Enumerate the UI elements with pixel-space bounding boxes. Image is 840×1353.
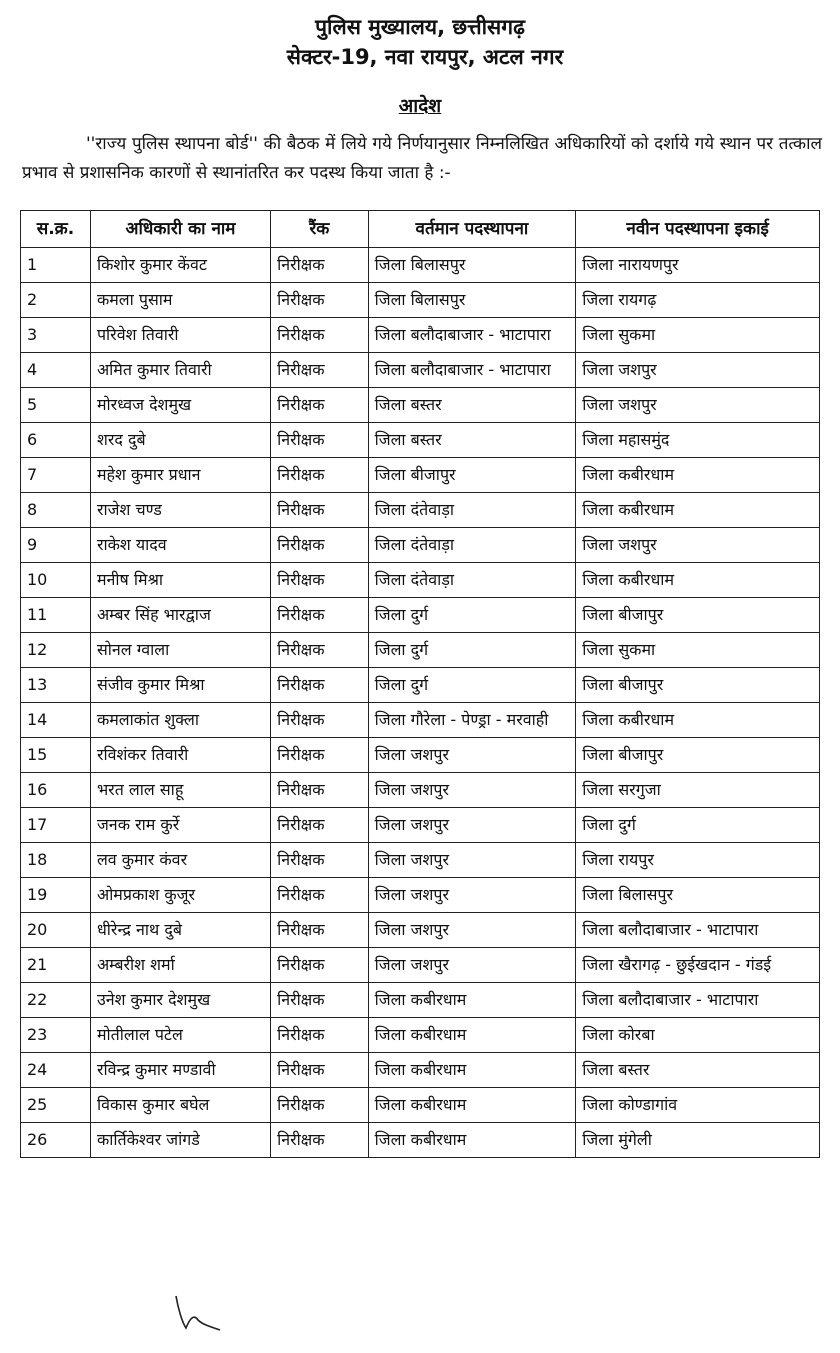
table-row	[21, 983, 820, 1018]
current-posting-cell: जिला दुर्ग	[368, 633, 576, 668]
rank-cell: निरीक्षक	[271, 633, 368, 668]
table-row	[21, 1018, 820, 1053]
current-posting-cell: जिला दंतेवाड़ा	[368, 493, 576, 528]
rank-cell: निरीक्षक	[271, 528, 368, 563]
current-posting-cell: जिला बिलासपुर	[368, 283, 576, 318]
officer-name-cell: रविन्द्र कुमार मण्डावी	[90, 1053, 270, 1088]
officer-name-cell: किशोर कुमार केंवट	[90, 248, 270, 283]
serial-cell: 8	[21, 493, 91, 528]
current-posting-cell: जिला जशपुर	[368, 878, 576, 913]
new-posting-cell: जिला महासमुंद	[576, 423, 820, 458]
new-posting-cell: जिला सुकमा	[576, 633, 820, 668]
new-posting-cell: जिला रायगढ़	[576, 283, 820, 318]
current-posting-cell: जिला दुर्ग	[368, 668, 576, 703]
officer-name-cell: कमलाकांत शुक्ला	[90, 703, 270, 738]
table-row	[21, 668, 820, 703]
current-posting-cell: जिला बस्तर	[368, 388, 576, 423]
rank-cell: निरीक्षक	[271, 423, 368, 458]
table-header-row	[21, 211, 820, 248]
signature	[168, 1288, 228, 1338]
new-posting-cell: जिला बीजापुर	[576, 598, 820, 633]
officer-name-cell: राकेश यादव	[90, 528, 270, 563]
serial-cell: 15	[21, 738, 91, 773]
new-posting-cell: जिला कबीरधाम	[576, 563, 820, 598]
table-row	[21, 843, 820, 878]
header-officer-name: अधिकारी का नाम	[90, 211, 270, 248]
current-posting-cell: जिला दुर्ग	[368, 598, 576, 633]
table-row	[21, 353, 820, 388]
serial-cell: 9	[21, 528, 91, 563]
letterhead	[0, 12, 840, 72]
table-row	[21, 493, 820, 528]
serial-cell: 25	[21, 1088, 91, 1123]
table-row	[21, 1123, 820, 1158]
current-posting-cell: जिला बिलासपुर	[368, 248, 576, 283]
serial-cell: 13	[21, 668, 91, 703]
officer-name-cell: उनेश कुमार देशमुख	[90, 983, 270, 1018]
current-posting-cell: जिला जशपुर	[368, 808, 576, 843]
officer-name-cell: संजीव कुमार मिश्रा	[90, 668, 270, 703]
new-posting-cell: जिला खैरागढ़ - छुईखदान - गंडई	[576, 948, 820, 983]
current-posting-cell: जिला बीजापुर	[368, 458, 576, 493]
current-posting-cell: जिला गौरेला - पेण्ड्रा - मरवाही	[368, 703, 576, 738]
officer-name-cell: शरद दुबे	[90, 423, 270, 458]
table-row	[21, 1053, 820, 1088]
rank-cell: निरीक्षक	[271, 913, 368, 948]
rank-cell: निरीक्षक	[271, 1018, 368, 1053]
table-row	[21, 913, 820, 948]
current-posting-cell: जिला दंतेवाड़ा	[368, 528, 576, 563]
rank-cell: निरीक्षक	[271, 598, 368, 633]
table-row	[21, 633, 820, 668]
serial-cell: 11	[21, 598, 91, 633]
officer-name-cell: महेश कुमार प्रधान	[90, 458, 270, 493]
officer-name-cell: कार्तिकेश्वर जांगडे	[90, 1123, 270, 1158]
officer-name-cell: राजेश चण्ड	[90, 493, 270, 528]
order-intro-paragraph: ''राज्य पुलिस स्थापना बोर्ड'' की बैठक में लिये गये निर्णयानुसार निम्नलिखित अधिकारियों को दर्शाये गये स्थान पर तत्काल प्रभाव से प्रशासनिक कारणों से स्थानांतरित कर पदस्थ किया जाता है :-	[22, 134, 822, 183]
rank-cell: निरीक्षक	[271, 388, 368, 423]
current-posting-cell: जिला जशपुर	[368, 948, 576, 983]
serial-cell: 16	[21, 773, 91, 808]
header-rank: रैंक	[271, 211, 368, 248]
officer-name-cell: मनीष मिश्रा	[90, 563, 270, 598]
new-posting-cell: जिला बलौदाबाजार - भाटापारा	[576, 913, 820, 948]
office-name: पुलिस मुख्यालय, छत्तीसगढ़	[315, 15, 525, 39]
office-address: सेक्टर-19, नवा रायपुर, अटल नगर	[286, 45, 564, 69]
rank-cell: निरीक्षक	[271, 738, 368, 773]
new-posting-cell: जिला रायपुर	[576, 843, 820, 878]
officer-name-cell: कमला पुसाम	[90, 283, 270, 318]
serial-cell: 6	[21, 423, 91, 458]
current-posting-cell: जिला कबीरधाम	[368, 1018, 576, 1053]
table-body	[21, 248, 820, 1158]
serial-cell: 18	[21, 843, 91, 878]
serial-cell: 1	[21, 248, 91, 283]
current-posting-cell: जिला जशपुर	[368, 913, 576, 948]
header-serial: स.क्र.	[21, 211, 91, 248]
serial-cell: 20	[21, 913, 91, 948]
serial-cell: 24	[21, 1053, 91, 1088]
officer-name-cell: विकास कुमार बघेल	[90, 1088, 270, 1123]
current-posting-cell: जिला दंतेवाड़ा	[368, 563, 576, 598]
table-row	[21, 1088, 820, 1123]
new-posting-cell: जिला बलौदाबाजार - भाटापारा	[576, 983, 820, 1018]
new-posting-cell: जिला बस्तर	[576, 1053, 820, 1088]
new-posting-cell: जिला दुर्ग	[576, 808, 820, 843]
current-posting-cell: जिला जशपुर	[368, 773, 576, 808]
current-posting-cell: जिला बस्तर	[368, 423, 576, 458]
transfer-table	[20, 210, 820, 1158]
rank-cell: निरीक्षक	[271, 843, 368, 878]
serial-cell: 2	[21, 283, 91, 318]
new-posting-cell: जिला कबीरधाम	[576, 493, 820, 528]
current-posting-cell: जिला कबीरधाम	[368, 1088, 576, 1123]
officer-name-cell: मोरध्वज देशमुख	[90, 388, 270, 423]
table-row	[21, 948, 820, 983]
table-row	[21, 808, 820, 843]
current-posting-cell: जिला कबीरधाम	[368, 1123, 576, 1158]
rank-cell: निरीक्षक	[271, 773, 368, 808]
table-row	[21, 423, 820, 458]
serial-cell: 17	[21, 808, 91, 843]
new-posting-cell: जिला सुकमा	[576, 318, 820, 353]
officer-name-cell: परिवेश तिवारी	[90, 318, 270, 353]
new-posting-cell: जिला जशपुर	[576, 353, 820, 388]
current-posting-cell: जिला जशपुर	[368, 738, 576, 773]
new-posting-cell: जिला कोरबा	[576, 1018, 820, 1053]
new-posting-cell: जिला नारायणपुर	[576, 248, 820, 283]
table-row	[21, 878, 820, 913]
serial-cell: 21	[21, 948, 91, 983]
new-posting-cell: जिला सरगुजा	[576, 773, 820, 808]
rank-cell: निरीक्षक	[271, 878, 368, 913]
officer-name-cell: लव कुमार कंवर	[90, 843, 270, 878]
officer-name-cell: अमित कुमार तिवारी	[90, 353, 270, 388]
rank-cell: निरीक्षक	[271, 703, 368, 738]
new-posting-cell: जिला जशपुर	[576, 388, 820, 423]
serial-cell: 3	[21, 318, 91, 353]
rank-cell: निरीक्षक	[271, 668, 368, 703]
current-posting-cell: जिला बलौदाबाजार - भाटापारा	[368, 318, 576, 353]
new-posting-cell: जिला कबीरधाम	[576, 703, 820, 738]
officer-name-cell: अम्बर सिंह भारद्वाज	[90, 598, 270, 633]
order-title: आदेश	[398, 95, 442, 117]
officer-name-cell: मोतीलाल पटेल	[90, 1018, 270, 1053]
serial-cell: 19	[21, 878, 91, 913]
table-row	[21, 248, 820, 283]
rank-cell: निरीक्षक	[271, 353, 368, 388]
table-row	[21, 773, 820, 808]
new-posting-cell: जिला मुंगेली	[576, 1123, 820, 1158]
rank-cell: निरीक्षक	[271, 948, 368, 983]
table-row	[21, 598, 820, 633]
current-posting-cell: जिला बलौदाबाजार - भाटापारा	[368, 353, 576, 388]
officer-name-cell: भरत लाल साहू	[90, 773, 270, 808]
officer-name-cell: जनक राम कुर्रे	[90, 808, 270, 843]
rank-cell: निरीक्षक	[271, 493, 368, 528]
table-row	[21, 283, 820, 318]
header-new-posting: नवीन पदस्थापना इकाई	[576, 211, 820, 248]
rank-cell: निरीक्षक	[271, 1123, 368, 1158]
new-posting-cell: जिला कोण्डागांव	[576, 1088, 820, 1123]
table-row	[21, 458, 820, 493]
rank-cell: निरीक्षक	[271, 458, 368, 493]
table-row	[21, 388, 820, 423]
table-row	[21, 318, 820, 353]
serial-cell: 4	[21, 353, 91, 388]
rank-cell: निरीक्षक	[271, 808, 368, 843]
rank-cell: निरीक्षक	[271, 318, 368, 353]
current-posting-cell: जिला कबीरधाम	[368, 983, 576, 1018]
serial-cell: 10	[21, 563, 91, 598]
header-current-posting: वर्तमान पदस्थापना	[368, 211, 576, 248]
table-row	[21, 703, 820, 738]
serial-cell: 7	[21, 458, 91, 493]
serial-cell: 23	[21, 1018, 91, 1053]
serial-cell: 22	[21, 983, 91, 1018]
serial-cell: 5	[21, 388, 91, 423]
officer-name-cell: अम्बरीश शर्मा	[90, 948, 270, 983]
new-posting-cell: जिला जशपुर	[576, 528, 820, 563]
new-posting-cell: जिला बीजापुर	[576, 668, 820, 703]
new-posting-cell: जिला बिलासपुर	[576, 878, 820, 913]
table-row	[21, 528, 820, 563]
rank-cell: निरीक्षक	[271, 983, 368, 1018]
officer-name-cell: ओमप्रकाश कुजूर	[90, 878, 270, 913]
serial-cell: 12	[21, 633, 91, 668]
rank-cell: निरीक्षक	[271, 248, 368, 283]
officer-name-cell: सोनल ग्वाला	[90, 633, 270, 668]
serial-cell: 26	[21, 1123, 91, 1158]
serial-cell: 14	[21, 703, 91, 738]
current-posting-cell: जिला जशपुर	[368, 843, 576, 878]
rank-cell: निरीक्षक	[271, 283, 368, 318]
rank-cell: निरीक्षक	[271, 1088, 368, 1123]
table-row	[21, 738, 820, 773]
new-posting-cell: जिला बीजापुर	[576, 738, 820, 773]
rank-cell: निरीक्षक	[271, 563, 368, 598]
officer-name-cell: रविशंकर तिवारी	[90, 738, 270, 773]
new-posting-cell: जिला कबीरधाम	[576, 458, 820, 493]
table-row	[21, 563, 820, 598]
current-posting-cell: जिला कबीरधाम	[368, 1053, 576, 1088]
rank-cell: निरीक्षक	[271, 1053, 368, 1088]
officer-name-cell: धीरेन्द्र नाथ दुबे	[90, 913, 270, 948]
